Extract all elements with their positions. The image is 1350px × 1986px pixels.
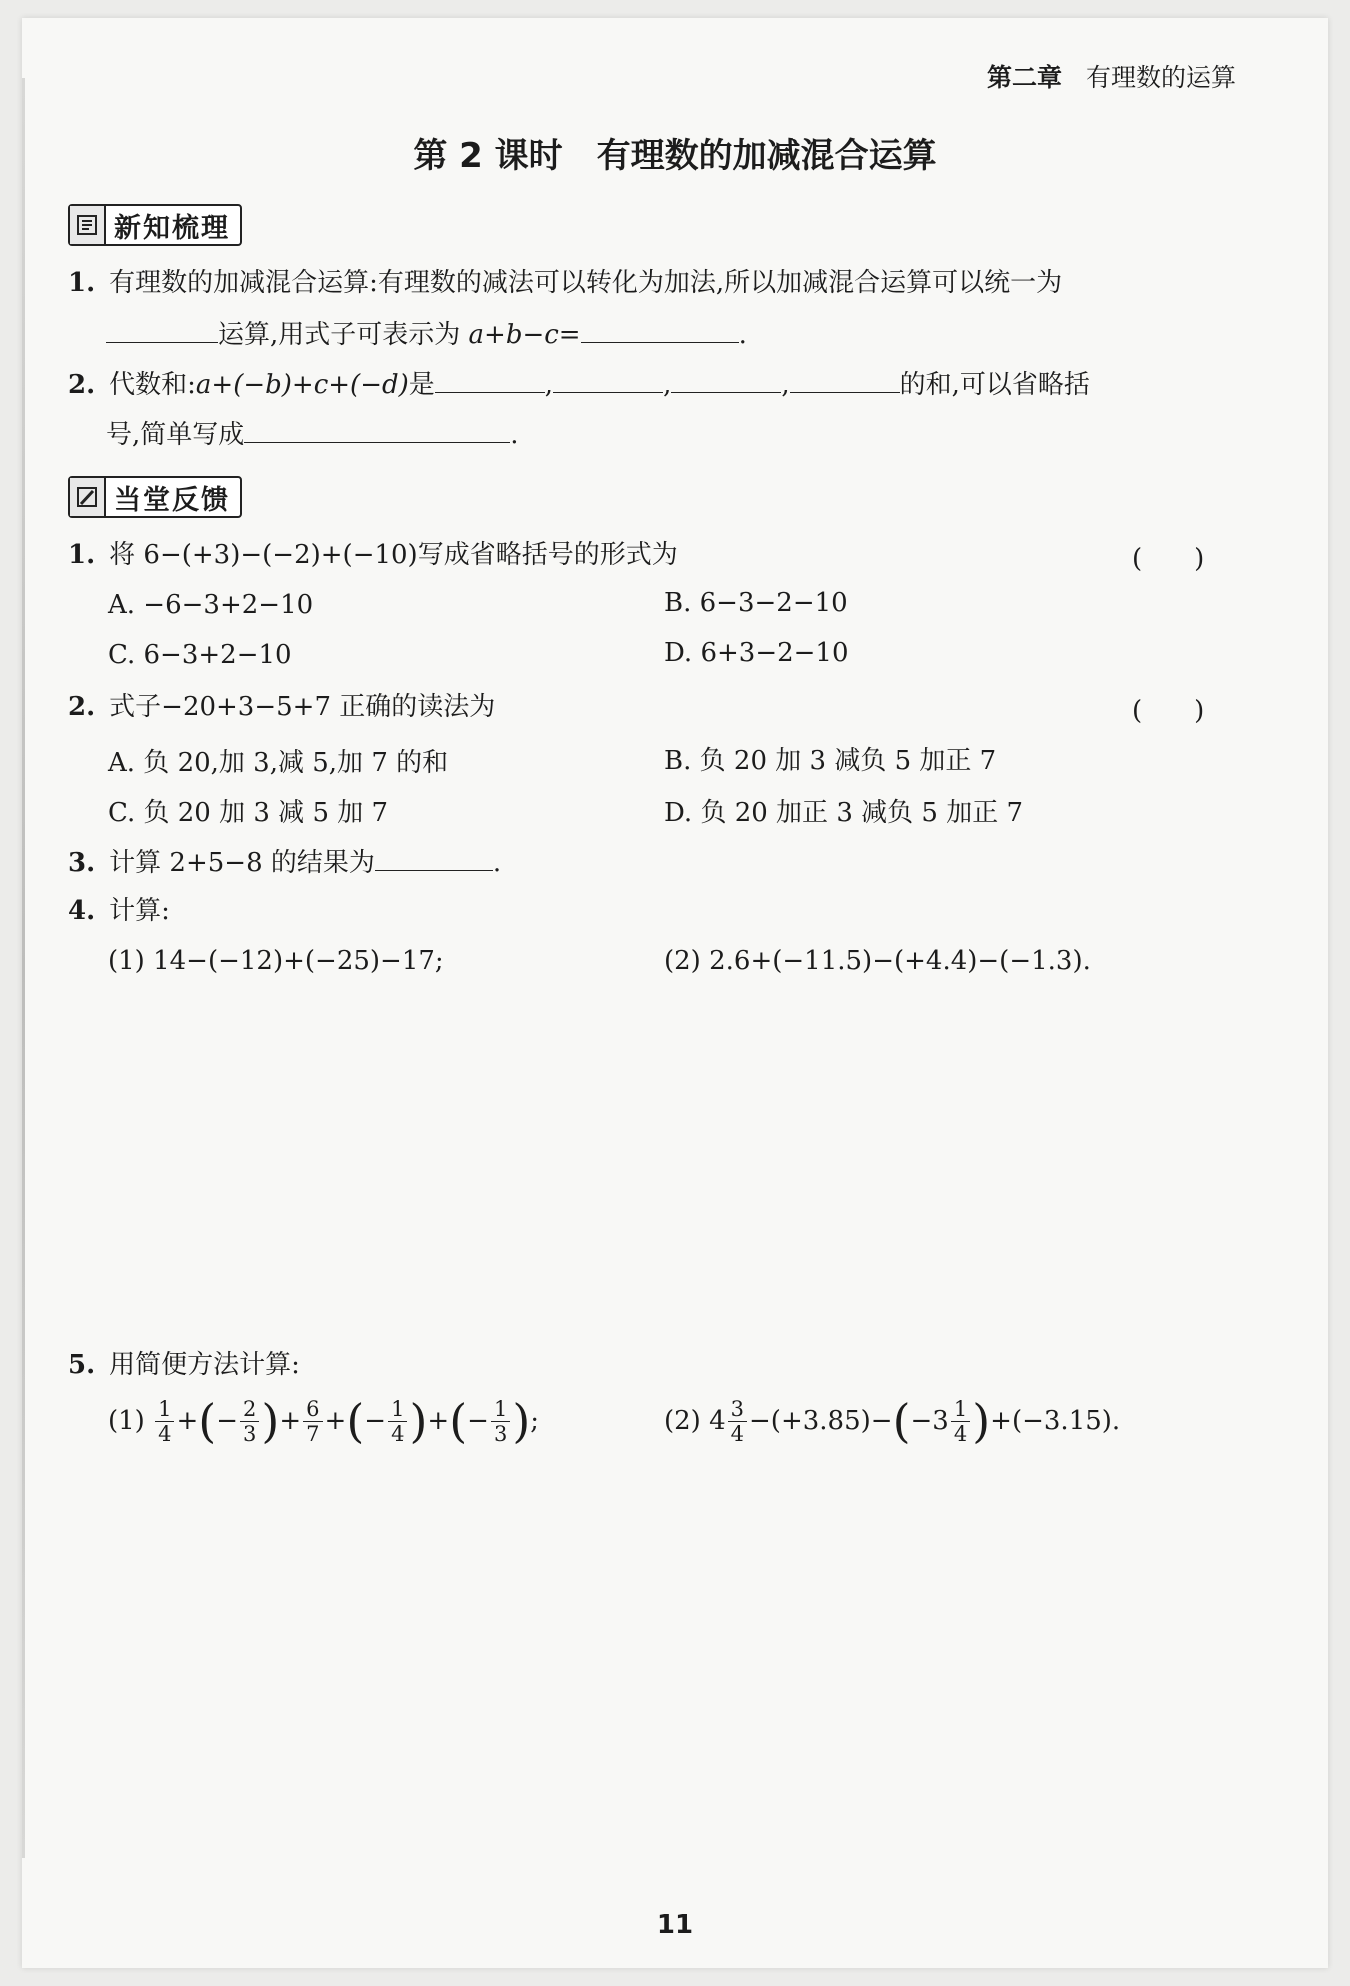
answer-workspace-q4[interactable] xyxy=(108,998,1288,1328)
fraction: $\frac{1}{4}$ xyxy=(951,1397,970,1446)
operator: − xyxy=(467,1406,489,1436)
knowledge-q1-line1 xyxy=(68,266,1062,300)
chapter-title: 有理数的运算 xyxy=(1085,63,1236,92)
question-text: 式子−20+3−5+7 正确的读法为 xyxy=(109,692,496,722)
part-label: (1) xyxy=(108,1406,145,1436)
answer-blank[interactable] xyxy=(106,316,218,343)
question-text: 计算 2+5−8 的结果为 xyxy=(109,848,375,878)
period: . xyxy=(492,848,502,878)
option-b[interactable]: B. 6−3−2−10 xyxy=(664,588,848,618)
book-icon xyxy=(70,206,106,244)
formula: a+(−b)+c+(−d) xyxy=(195,370,409,400)
knowledge-q2-line2 xyxy=(106,416,519,452)
section-label: 当堂反馈 xyxy=(114,484,230,516)
pencil-icon xyxy=(70,478,106,516)
formula: a+b−c= xyxy=(468,320,581,350)
option-a[interactable]: A. 负 20,加 3,减 5,加 7 的和 xyxy=(108,748,449,778)
expression-text: −3 xyxy=(910,1406,949,1436)
period: . xyxy=(510,420,519,450)
page-edge-shadow xyxy=(22,78,25,1858)
section-badge-practice xyxy=(68,476,242,518)
practice-q4-part2: (2) 2.6+(−11.5)−(+4.4)−(−1.3). xyxy=(664,946,1091,976)
part-label: (2) 4 xyxy=(664,1406,726,1436)
fraction: $\frac{2}{3}$ xyxy=(240,1397,259,1446)
semicolon: ; xyxy=(530,1406,540,1436)
question-number: 3. xyxy=(68,848,96,878)
practice-q1 xyxy=(68,538,678,572)
answer-parentheses[interactable]: ( ) xyxy=(1132,544,1205,574)
section-badge-knowledge xyxy=(68,204,242,246)
question-number: 5. xyxy=(68,1350,96,1380)
question-text: 有理数的加减混合运算:有理数的减法可以转化为加法,所以加减混合运算可以统一为 xyxy=(109,268,1063,298)
fraction: $\frac{6}{7}$ xyxy=(303,1397,322,1446)
expression-text: −(+3.85)− xyxy=(749,1406,893,1436)
operator: + xyxy=(427,1406,450,1436)
practice-q3 xyxy=(68,844,501,880)
fraction: $\frac{1}{4}$ xyxy=(155,1397,174,1446)
practice-q5-part2: (2) 4 $\frac{3}{4}$ −(+3.85)− ( −3 $\frac{1}{4}$ ) +(−3.15). xyxy=(664,1394,1121,1448)
knowledge-q2-line1 xyxy=(68,366,1090,402)
question-text: 计算: xyxy=(109,896,170,926)
question-number: 1. xyxy=(68,268,96,298)
practice-q4 xyxy=(68,894,170,928)
chapter-number: 第二章 xyxy=(986,63,1062,92)
answer-blank[interactable] xyxy=(244,416,510,443)
practice-q5-part1: (1) $\frac{1}{4}$ + ( − $\frac{2}{3}$ ) + $\frac{6}{7}$ + ( − $\frac{1}{4}$ ) + ( − $\frac{1}{3}$ ) ; xyxy=(108,1394,540,1448)
worksheet-page xyxy=(22,18,1328,1968)
page-title: 第 2 课时 有理数的加减混合运算 xyxy=(413,136,937,176)
page-number: 11 xyxy=(656,1910,694,1940)
answer-blank[interactable] xyxy=(581,316,739,343)
practice-q5 xyxy=(68,1348,300,1382)
chapter-header xyxy=(987,58,1236,94)
knowledge-q1-line2 xyxy=(106,316,747,352)
option-d[interactable]: D. 6+3−2−10 xyxy=(664,638,849,668)
answer-workspace-q5[interactable] xyxy=(108,1468,1288,1868)
question-text: 的和,可以省略括 xyxy=(899,370,1090,400)
answer-blank[interactable] xyxy=(375,844,493,871)
practice-q2 xyxy=(68,690,495,724)
question-number: 1. xyxy=(68,540,96,570)
answer-blank[interactable] xyxy=(435,366,545,393)
operator: + xyxy=(176,1406,199,1436)
answer-blank[interactable] xyxy=(671,366,781,393)
question-text: 是 xyxy=(408,370,435,400)
question-text: 号,简单写成 xyxy=(106,420,245,450)
option-d[interactable]: D. 负 20 加正 3 减负 5 加正 7 xyxy=(664,798,1024,828)
expression-text: +(−3.15). xyxy=(990,1406,1121,1436)
fraction: $\frac{1}{3}$ xyxy=(491,1397,510,1446)
option-c[interactable]: C. 6−3+2−10 xyxy=(108,640,292,670)
option-c[interactable]: C. 负 20 加 3 减 5 加 7 xyxy=(108,798,389,828)
question-number: 4. xyxy=(68,896,96,926)
question-number: 2. xyxy=(68,692,96,722)
comma: , xyxy=(781,370,790,400)
operator: − xyxy=(364,1406,387,1436)
operator: + xyxy=(324,1406,347,1436)
question-text: 用简便方法计算: xyxy=(109,1350,300,1380)
question-text: 运算,用式子可表示为 xyxy=(218,320,461,350)
comma: , xyxy=(663,370,672,400)
option-b[interactable]: B. 负 20 加 3 减负 5 加正 7 xyxy=(664,746,997,776)
question-text: 代数和: xyxy=(109,370,196,400)
question-text: 将 6−(+3)−(−2)+(−10)写成省略括号的形式为 xyxy=(109,540,678,570)
operator: + xyxy=(279,1406,302,1436)
fraction: $\frac{3}{4}$ xyxy=(728,1397,747,1446)
answer-blank[interactable] xyxy=(553,366,663,393)
operator: − xyxy=(216,1406,239,1436)
section-label: 新知梳理 xyxy=(114,212,230,244)
option-a[interactable]: A. −6−3+2−10 xyxy=(108,590,314,620)
answer-parentheses[interactable]: ( ) xyxy=(1132,696,1205,726)
fraction: $\frac{1}{4}$ xyxy=(388,1397,407,1446)
question-number: 2. xyxy=(68,370,96,400)
comma: , xyxy=(544,370,554,400)
period: . xyxy=(738,320,747,350)
practice-q4-part1: (1) 14−(−12)+(−25)−17; xyxy=(108,946,444,976)
answer-blank[interactable] xyxy=(790,366,900,393)
